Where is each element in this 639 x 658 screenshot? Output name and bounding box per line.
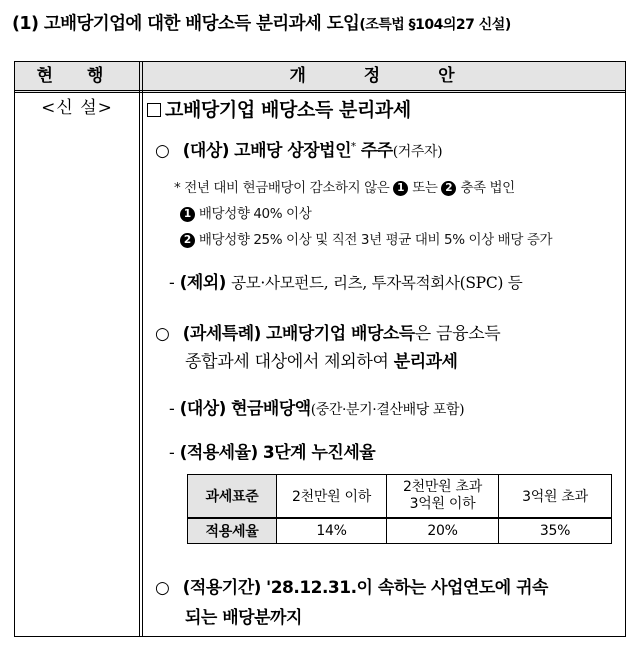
special-bold: 고배당기업 배당소득: [266, 324, 415, 344]
target2-label: (대상): [179, 399, 226, 419]
column-divider: [139, 62, 140, 636]
number-one-icon: 1: [393, 181, 408, 196]
target-label: (대상): [182, 141, 230, 161]
rate-bold: 3단계 누진세율: [262, 443, 376, 463]
special-line2-text: 종합과세 대상에서 제외하여: [185, 352, 389, 372]
period-text-1: '28.12.31.이 속하는 사업연도에 귀속: [266, 578, 548, 598]
dash-marker: -: [169, 443, 175, 463]
law-reference: (조특법 §104의27 신설): [359, 17, 511, 33]
rate-header: 적용세율: [188, 518, 277, 544]
checkbox-square-icon: [147, 103, 161, 117]
exclusion-line: [169, 268, 522, 293]
bracket-2: [387, 475, 499, 519]
number-two-icon: 2: [180, 233, 195, 248]
period-line-1: [155, 573, 548, 598]
bullet-circle: ○: [155, 578, 170, 598]
proposal-heading-text: 고배당기업 배당소득 분리과세: [165, 99, 411, 121]
number-two-icon: 2: [441, 181, 456, 196]
bracket-1: 2천만원 이하: [277, 475, 387, 519]
target-company: 고배당 상장법인: [234, 141, 352, 161]
current-new-label: <신 설>: [41, 98, 113, 118]
proposal-heading: [147, 95, 411, 122]
dash-marker: -: [169, 273, 175, 293]
special-line2-bold: 분리과세: [393, 352, 458, 372]
rate-line: [169, 438, 375, 463]
special-line-1: [155, 319, 500, 344]
bracket-2-line-2: 3억원 이하: [409, 496, 476, 512]
target2-note: (중간·분기·결산배당 포함): [310, 402, 465, 418]
table-header-row: [15, 62, 625, 93]
column-divider-inner: [142, 62, 143, 636]
rate-3: 35%: [499, 518, 612, 544]
header-proposed: 개 정 안: [289, 66, 481, 86]
target2-bold: 현금배당액: [231, 399, 311, 419]
target-holder: 주주: [360, 141, 393, 161]
rate-2: 20%: [387, 518, 499, 544]
bracket-3: 3억원 초과: [499, 475, 612, 519]
special-label: (과세특례): [182, 324, 261, 344]
exclusion-text: 공모·사모펀드, 리츠, 투자목적회사(SPC) 등: [231, 274, 523, 292]
footnote-or: 또는: [412, 180, 438, 196]
rate-label: (적용세율): [179, 443, 258, 463]
condition-2-text: 배당성향 25% 이상 및 직전 3년 평균 대비 5% 이상 배당 증가: [198, 232, 553, 248]
section-title: [12, 10, 632, 35]
table-row: [188, 475, 612, 519]
footnote-condition-2: [180, 228, 552, 248]
bracket-2-line-1: 2천만원 초과: [403, 479, 482, 495]
period-label: (적용기간): [182, 578, 261, 598]
table-row: [188, 518, 612, 544]
number-one-icon: 1: [180, 207, 195, 222]
header-current: 현 행: [36, 66, 118, 86]
bullet-circle: ○: [155, 141, 170, 161]
special-rest: 은 금융소득: [414, 324, 501, 344]
tax-base-header: 과세표준: [188, 475, 277, 519]
target-asterisk: *: [351, 141, 356, 153]
tax-rate-table: [187, 474, 612, 544]
rate-1: 14%: [277, 518, 387, 544]
target-holder-note: (거주자): [392, 144, 443, 160]
target2-line: [169, 394, 464, 419]
period-line-2: [185, 603, 302, 628]
dash-marker: -: [169, 399, 175, 419]
period-text-2: 되는 배당분까지: [185, 608, 302, 628]
footnote-condition-1: [180, 202, 311, 222]
section-title-main: (1) 고배당기업에 대한 배당소득 분리과세 도입: [12, 14, 360, 34]
condition-1-text: 배당성향 40% 이상: [198, 206, 312, 222]
footnote-tail: 충족 법인: [460, 180, 515, 196]
comparison-table: [14, 61, 626, 637]
bullet-circle: ○: [155, 324, 170, 344]
exclusion-label: (제외): [179, 273, 226, 293]
special-line-2: [185, 347, 457, 372]
target-line: [155, 136, 442, 161]
footnote-intro: [174, 176, 515, 196]
footnote-intro-text: * 전년 대비 현금배당이 감소하지 않은: [174, 180, 390, 196]
